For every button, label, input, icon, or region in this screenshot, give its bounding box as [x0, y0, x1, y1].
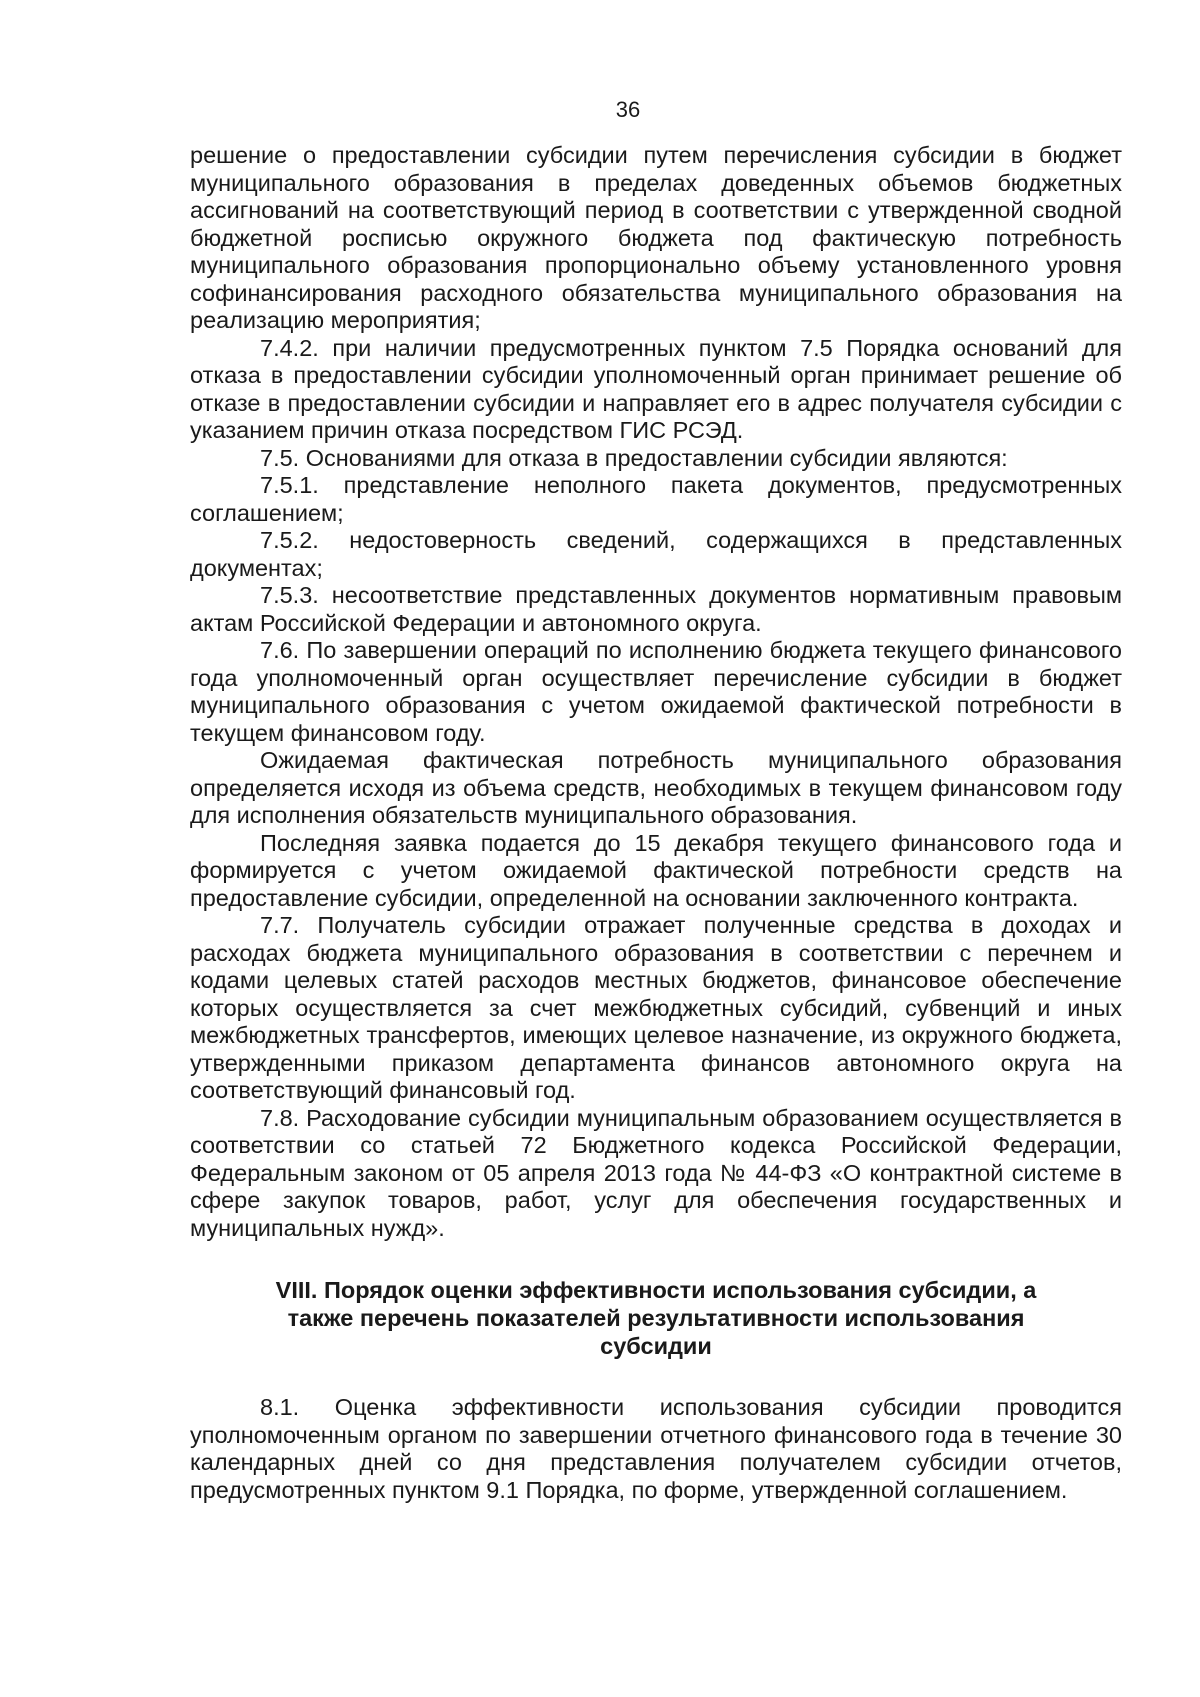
paragraph-7-6: 7.6. По завершении операций по исполнению бюджета текущего финансового года уполномоченный орган осуществляет перечисление субсидии в бюджет муниципального образования с учетом ожидаемой фактической потребности в текущем финансовом году.: [190, 637, 1122, 746]
paragraph-7-5-3: 7.5.3. несоответствие представленных документов нормативным правовым актам Российской Федерации и автономного округа.: [190, 582, 1122, 636]
paragraph-7-8: 7.8. Расходование субсидии муниципальным образованием осуществляется в соответствии со статьей 72 Бюджетного кодекса Российской Федерации, Федеральным законом от 05 апреля 2013 года № 44-ФЗ «О контрактной системе в сфере закупок товаров, работ, услуг для обеспечения государственных и муниципальных нужд».: [190, 1104, 1122, 1241]
paragraph-7-5-1: 7.5.1. представление неполного пакета документов, предусмотренных соглашением;: [190, 472, 1122, 526]
paragraph-7-7: 7.7. Получатель субсидии отражает полученные средства в доходах и расходах бюджета муниципального образования в соответствии с перечнем и кодами целевых статей расходов местных бюджетов, финансовое обеспечение которых осуществляется за счет межбюджетных субсидий, субвенций и иных межбюджетных трансфертов, имеющих целевое назначение, из окружного бюджета, утвержденными приказом департамента финансов автономного округа на соответствующий финансовый год.: [190, 912, 1122, 1103]
paragraph-expected-need: Ожидаемая фактическая потребность муниципального образования определяется исходя из объема средств, необходимых в текущем финансовом году для исполнения обязательств муниципального образования.: [190, 747, 1122, 828]
paragraph-continuation: решение о предоставлении субсидии путем перечисления субсидии в бюджет муниципального образования в пределах доведенных объемов бюджетных ассигнований на соответствующий период в соответствии с утвержденной сводной бюджетной росписью окружного бюджета под фактическую потребность муниципального образования пропорционально объему установленного уровня софинансирования расходного обязательства муниципального образования на реализацию мероприятия;: [190, 142, 1122, 333]
paragraph-7-5: 7.5. Основаниями для отказа в предоставлении субсидии являются:: [260, 444, 1008, 471]
paragraph-last-request: Последняя заявка подается до 15 декабря текущего финансового года и формируется с учетом ожидаемой фактической потребности средств на предоставление субсидии, определенной на основании заключенного контракта.: [190, 829, 1122, 911]
paragraph-7-5-2: 7.5.2. недостоверность сведений, содержащихся в представленных документах;: [190, 527, 1122, 581]
paragraph-8-1: 8.1. Оценка эффективности использования субсидии проводится уполномоченным органом по завершении отчетного финансового года в течение 30 календарных дней со дня представления получателем субсидии отчетов, предусмотренных пунктом 9.1 Порядка, по форме, утвержденной соглашением.: [190, 1394, 1122, 1503]
page-number: 36: [615, 97, 641, 122]
document-body: [190, 142, 1122, 1504]
paragraph-7-4-2: 7.4.2. при наличии предусмотренных пунктом 7.5 Порядка оснований для отказа в предоставлении субсидии уполномоченный орган принимает решение об отказе в предоставлении субсидии и направляет его в адрес получателя субсидии с указанием причин отказа посредством ГИС РСЭД.: [190, 334, 1122, 443]
section-heading-viii: VIII. Порядок оценки эффективности использования субсидии, а также перечень показателей результативности использования субсидии: [275, 1277, 1037, 1359]
